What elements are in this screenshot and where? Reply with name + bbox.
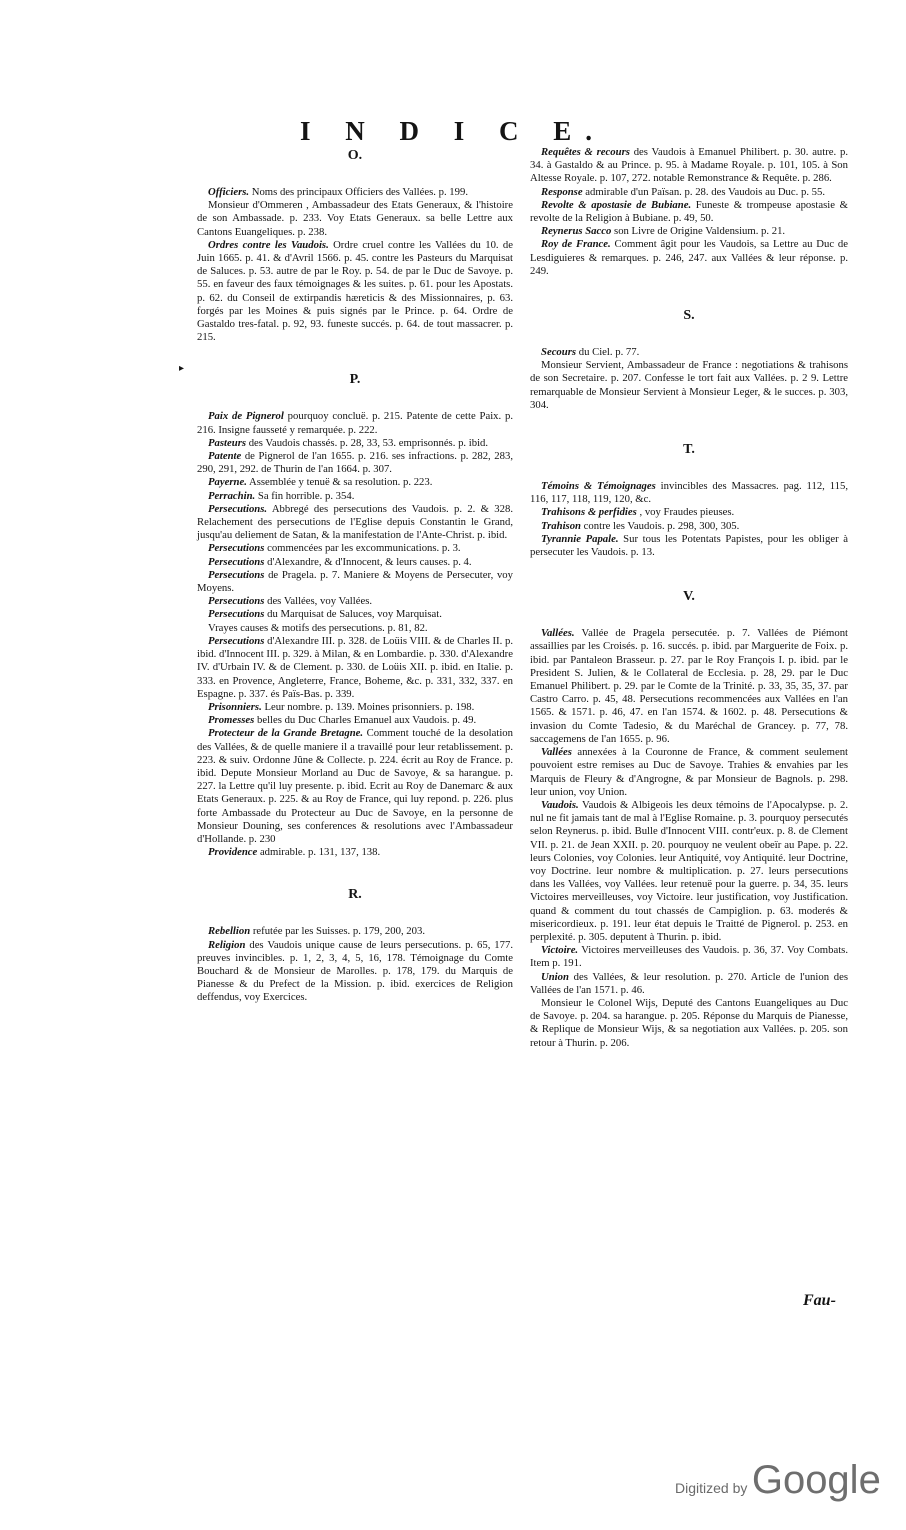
entry-text: Abbregé des persecutions des Vaudois. p. 2. & 328. Relachement des persecutions de l'Eglise depuis Constantin le Grand, jusqu'au deliement de Satan, & la manifestation de l'Ante-Christ. p. ibid. bbox=[197, 502, 513, 542]
index-entry bbox=[197, 542, 513, 555]
entry-text: des Vaudois chassés. p. 28, 33, 53. emprisonnés. p. ibid. bbox=[248, 436, 489, 449]
entry-keyword: Vaudois. bbox=[541, 798, 579, 811]
index-entry bbox=[530, 359, 848, 412]
index-entry bbox=[197, 490, 513, 503]
entry-text: admirable d'un Païsan. p. 28. des Vaudois au Duc. p. 55. bbox=[585, 185, 826, 198]
entry-keyword: Revolte & apostasie de Bubiane. bbox=[541, 198, 692, 211]
index-entry bbox=[530, 199, 848, 225]
entry-keyword: Payerne. bbox=[208, 476, 247, 489]
index-entry bbox=[197, 595, 513, 608]
google-logo: Google bbox=[751, 1458, 881, 1502]
entry-text: des Vaudois unique cause de leurs persecutions. p. 65, 177. preuves invincibles. p. 1, 2, 3, 4, 5, 16, 178. Témoignage du Comte Bouchard & de Monsieur de Marolles. p. 178, 179. du Marquis de Pianesse & du Prefect de la Mission. p. ibid. exercices de Religion deffendus, voy Exercices. bbox=[197, 938, 513, 1004]
index-section bbox=[197, 148, 513, 344]
index-entry bbox=[197, 476, 513, 489]
entry-text: Sur tous les Potentats Papistes, pour les obliger à persecuter les Vaudois. p. 13. bbox=[530, 532, 848, 559]
entry-text: refutée par les Suisses. p. 179, 200, 203. bbox=[252, 925, 425, 938]
entry-text: du Marquisat de Saluces, voy Marquisat. bbox=[267, 608, 442, 621]
index-entry bbox=[530, 746, 848, 799]
index-entry bbox=[530, 238, 848, 278]
index-entry bbox=[197, 186, 513, 199]
entry-keyword: Tyrannie Papale. bbox=[541, 532, 619, 545]
entry-text: de Pignerol de l'an 1655. p. 216. ses infractions. p. 282, 283, 290, 291, 292. de Thurin de l'an 1664. p. 307. bbox=[197, 450, 513, 476]
index-entry bbox=[530, 520, 848, 533]
entry-text: Vrayes causes & motifs des persecutions. p. 81, 82. bbox=[208, 621, 428, 634]
entry-text: des Vallées, voy Vallées. bbox=[267, 595, 373, 608]
index-entry bbox=[197, 450, 513, 476]
entry-text: commencées par les excommunications. p. 3. bbox=[267, 542, 461, 555]
margin-mark: ▸ bbox=[179, 363, 185, 374]
entry-text: d'Alexandre, & d'Innocent, & leurs causes. p. 4. bbox=[267, 555, 472, 568]
index-entry bbox=[530, 346, 848, 359]
index-entry bbox=[197, 608, 513, 621]
index-section bbox=[197, 887, 513, 1004]
index-entry bbox=[530, 799, 848, 944]
index-entry bbox=[197, 239, 513, 345]
entry-keyword: Persecutions bbox=[208, 608, 265, 621]
section-letter: R. bbox=[348, 887, 362, 903]
entry-keyword: Officiers. bbox=[208, 186, 250, 198]
index-entry bbox=[197, 503, 513, 543]
right-column bbox=[530, 146, 848, 1050]
index-entry bbox=[197, 410, 513, 436]
entry-text: d'Alexandre III. p. 328. de Loüis VIII. & de Charles II. p. ibid. d'Innocent III. p. 329. à Milan, & en Lombardie. p. 330. d'Alexandre IV. d'Urbain IV. & de Clement. p. 330. de Loüis XII. p. ibid. en Italie. p. 333. en Provence, Angleterre, France, Boheme, &c. p. 331, 332, 337. en Espagne. p. 337. és Païs-Bas. p. 339. bbox=[197, 634, 513, 700]
entry-keyword: Vallées bbox=[541, 746, 572, 759]
entry-text: des Vaudois à Emanuel Philibert. p. 30. autre. p. 34. à Gastaldo & au Prince. p. 95. à Madame Royale. p. 101, 105. à Son Altesse Royale. p. 107, 272. notable Remonstrance & Requête. p. 286. bbox=[530, 146, 849, 185]
index-section bbox=[530, 589, 848, 1050]
entry-text: , voy Fraudes pieuses. bbox=[639, 506, 735, 519]
index-section bbox=[530, 146, 848, 278]
index-entry bbox=[197, 437, 513, 450]
entry-keyword: Perrachin. bbox=[208, 489, 256, 502]
entry-keyword: Trahisons & perfidies bbox=[541, 506, 637, 519]
digitized-watermark bbox=[675, 1458, 881, 1503]
index-entry bbox=[530, 971, 848, 997]
entry-keyword: Paix de Pignerol bbox=[208, 410, 284, 423]
entry-keyword: Requêtes & recours bbox=[541, 146, 630, 158]
catchword: Fau- bbox=[803, 1292, 836, 1309]
page-title: I N D I C E. bbox=[299, 116, 607, 146]
index-entry bbox=[197, 199, 513, 239]
index-section bbox=[530, 308, 848, 412]
index-entry bbox=[197, 939, 513, 1005]
entry-keyword: Response bbox=[541, 185, 583, 198]
entry-keyword: Prisonniers. bbox=[208, 700, 262, 713]
index-entry bbox=[197, 569, 513, 595]
index-entry bbox=[530, 225, 848, 238]
entry-keyword: Pasteurs bbox=[208, 436, 247, 449]
entry-text: contre les Vaudois. p. 298, 300, 305. bbox=[583, 519, 740, 532]
index-entry bbox=[197, 622, 513, 635]
left-column bbox=[197, 146, 513, 1005]
entry-text: Comment touché de la desolation des Vallées, & de quelle maniere il a travaillé pour leur retablissement. p. 223. & suiv. Ordonne Jûne & Collecte. p. 224. écrit au Roy de France. p. ibid. Depute Monsieur Morland au Duc de Savoye, & sa harangue. p. 227. la Lettre qu'il luy presente. p. ibid. Ecrit au Roy de Danemarc & aux Etats Generaux. p. 225. & au Roy de France, qui luy repond. p. 226. plus forte Ambassade du Protecteur au Duc de Savoye, en la personne de Monsieur Douning, ses conferences & resolutions avec l'Ambassadeur d'Hollande. p. 230 bbox=[197, 727, 513, 845]
entry-text: pourquoy concluë. p. 215. Patente de cette Paix. p. 216. Insigne fausseté y remarquée. p. 222. bbox=[197, 410, 513, 436]
entry-text: annexées à la Couronne de France, & comment seulement pouvoient estre remises au Duc de Savoye. Trahies & envahies par les Marquis de Fleury & d'Angrogne, & par Monsieur de Bagnols. p. 298. leur union, voy Union. bbox=[530, 746, 849, 798]
entry-keyword: Providence bbox=[208, 846, 258, 859]
entry-keyword: Vallées. bbox=[541, 627, 575, 640]
digitized-prefix: Digitized by bbox=[675, 1480, 748, 1496]
entry-text: belles du Duc Charles Emanuel aux Vaudois. p. 49. bbox=[256, 714, 477, 727]
entry-text: de Pragela. p. 7. Maniere & Moyens de Persecuter, voy Moyens. bbox=[197, 568, 513, 595]
index-entry bbox=[530, 997, 848, 1050]
index-section bbox=[530, 442, 848, 559]
entry-text: Sa fin horrible. p. 354. bbox=[257, 489, 355, 502]
entry-keyword: Persecutions. bbox=[208, 502, 268, 515]
index-entry bbox=[530, 186, 848, 199]
index-section bbox=[197, 372, 513, 859]
entry-keyword: Victoire. bbox=[541, 944, 579, 957]
entry-keyword: Témoins & Témoignages bbox=[541, 480, 656, 493]
section-letter: V. bbox=[683, 589, 695, 605]
entry-keyword: Patente bbox=[208, 450, 242, 463]
index-entry bbox=[197, 714, 513, 727]
entry-text: Funeste & trompeuse apostasie & revolte de la Religion à Bubiane. p. 49, 50. bbox=[530, 198, 848, 225]
entry-keyword: Union bbox=[541, 970, 569, 983]
entry-text: Leur nombre. p. 139. Moines prisonniers. p. 198. bbox=[264, 700, 475, 713]
section-letter: T. bbox=[683, 442, 695, 458]
entry-keyword: Persecutions bbox=[208, 542, 265, 555]
index-entry bbox=[530, 944, 848, 970]
entry-keyword: Protecteur de la Grande Bretagne. bbox=[208, 727, 364, 740]
section-letter: O. bbox=[347, 148, 363, 163]
entry-text: Monsieur le Colonel Wijs, Deputé des Cantons Euangeliques au Duc de Savoye. p. 204. sa harangue. p. 205. Réponse du Marquis de Pianesse, & Replique de Monsieur Wijs, & sa negotiation aux Vallées. p. 205. son retour à Thurin. p. 206. bbox=[530, 996, 848, 1049]
entry-keyword: Roy de France. bbox=[541, 238, 611, 251]
index-entry bbox=[530, 627, 848, 746]
entry-text: Vaudois & Albigeois les deux témoins de l'Apocalypse. p. 2. nul ne fit jamais tant de mal à l'Eglise Romaine. p. 3. pourquoy persecutés selon Reynerus. p. ibid. Bulle d'Innocent VIII. contr'eux. p. 8. de Clement VII. p. 21. de Jean XXII. p. 20. pourquoy ne veulent obeïr au Pape. p. 22. leurs Colonies, voy Colonies. leur Antiquité, voy Antiquité. leur Doctrine, voy Doctrine. leur nombre & multiplication. p. 27. leurs persecutions dans les Vallées, voy Vallées. leur retenuë pour la guerre. p. 34, 35. leurs Victoires merveilleuses, voy Victoire. leur justification, voy Justification. quand & comment du tout chassés de Campiglion. p. 63. moderés & misericordieux. p. 191. leur état depuis le Traitté de Pignerol. p. 253. en perplexité. p. 305. deputent à Thurin. p. ibid. bbox=[530, 798, 848, 943]
entry-keyword: Promesses bbox=[208, 714, 255, 727]
entry-keyword: Secours bbox=[541, 346, 577, 359]
entry-keyword: Ordres contre les Vaudois. bbox=[208, 238, 329, 251]
entry-keyword: Reynerus Sacco bbox=[541, 225, 612, 238]
index-entry bbox=[530, 533, 848, 559]
entry-keyword: Persecutions bbox=[208, 634, 265, 647]
entry-text: du Ciel. p. 77. bbox=[578, 346, 640, 359]
entry-keyword: Rebellion bbox=[208, 925, 251, 938]
index-entry bbox=[530, 146, 848, 186]
entry-text: Comment âgit pour les Vaudois, sa Lettre au Duc de Lesdiguieres & remarques. p. 246, 247. aux Vallées & leur réponse. p. 249. bbox=[530, 238, 848, 277]
entry-text: invincibles des Massacres. pag. 112, 115, 116, 117, 118, 119, 120, &c. bbox=[530, 480, 849, 506]
entry-text: des Vallées, & leur resolution. p. 270. Article de l'union des Vallées de l'an 1571. p. 46. bbox=[530, 970, 849, 996]
index-entry bbox=[197, 727, 513, 846]
entry-text: admirable. p. 131, 137, 138. bbox=[259, 846, 381, 859]
entry-keyword: Persecutions bbox=[208, 568, 265, 581]
entry-text: Noms des principaux Officiers des Vallées. p. 199. bbox=[251, 186, 469, 198]
section-letter: S. bbox=[683, 308, 695, 324]
entry-text: son Livre de Origine Valdensium. p. 21. bbox=[614, 225, 786, 238]
index-entry bbox=[197, 701, 513, 714]
entry-keyword: Religion bbox=[208, 938, 246, 951]
entry-text: Assemblée y tenuë & sa resolution. p. 223. bbox=[248, 476, 433, 489]
entry-keyword: Trahison bbox=[541, 519, 581, 532]
index-entry bbox=[530, 506, 848, 519]
entry-text: Monsieur Servient, Ambassadeur de France : negotiations & trahisons de son Secretaire. p. 207. Confesse le tort fait aux Vallées. p. 2 9. Lettre remarquable de Monsieur Servient à Monsieur Leger, & le succes. p. 303, 304. bbox=[530, 359, 848, 411]
entry-text: Vallée de Pragela persecutée. p. 7. Vallées de Piémont assaillies par les Croisés. p. 16. succés. p. ibid. par Marguerite de Foix. p. ibid. par Pantaleon Brasseur. p. 27. par le Roy François I. p. ibid. par le President S. Julien, & le Collateral de Ecclesia. p. 28, 29. par le Duc Emanuel Philibert. p. 29. par le Comte de la Trinité. p. 33, 35, 35, 37. par Castro Carro. p. 45, 48. Persecutions recommencées aux Vallées en l'an 1565. & 1571. p. 46, 47. en l'an 1574. & 1602. p. 48. Persecutions & invasion du Comte Tadesio, & du Maréchal de Grancey. p. 77, 78. saccagemens de l'an 1655. p. 96. bbox=[530, 627, 849, 745]
entry-keyword: Persecutions bbox=[208, 555, 265, 568]
index-entry bbox=[197, 925, 513, 938]
index-entry bbox=[530, 480, 848, 506]
entry-keyword: Persecutions bbox=[208, 595, 265, 608]
section-letter: P. bbox=[349, 372, 361, 388]
entry-text: Victoires merveilleuses des Vaudois. p. 36, 37. Voy Combats. Item p. 191. bbox=[530, 944, 848, 970]
entry-text: Ordre cruel contre les Vallées du 10. de Juin 1665. p. 41. & d'Avril 1566. p. 45. contre les Pasteurs du Marquisat de Saluces. p. 53. autre de par le Roy. p. 54. de par le Duc de Savoye. p. 55. en faveur des faux témoignages & les suites. p. 61. pour les Apostats. p. 62. du Conseil de extirpandis hæreticis & des Missionnaires, p. 63. forgés par les Moines & puis signés par le Prince. p. 64. Ordre de Gastaldo tres-fatal. p. 92, 93. funeste succés. p. 64. de tout massacrer. p. 215. bbox=[197, 238, 513, 344]
index-entry bbox=[197, 846, 513, 859]
entry-text: Monsieur d'Ommeren , Ambassadeur des Etats Generaux, & l'histoire de son Ambassade. p. 233. Voy Etats Generaux. sa belle Lettre aux Cantons Euangeliques. p. 238. bbox=[197, 199, 513, 238]
index-entry bbox=[197, 635, 513, 701]
index-entry bbox=[197, 556, 513, 569]
